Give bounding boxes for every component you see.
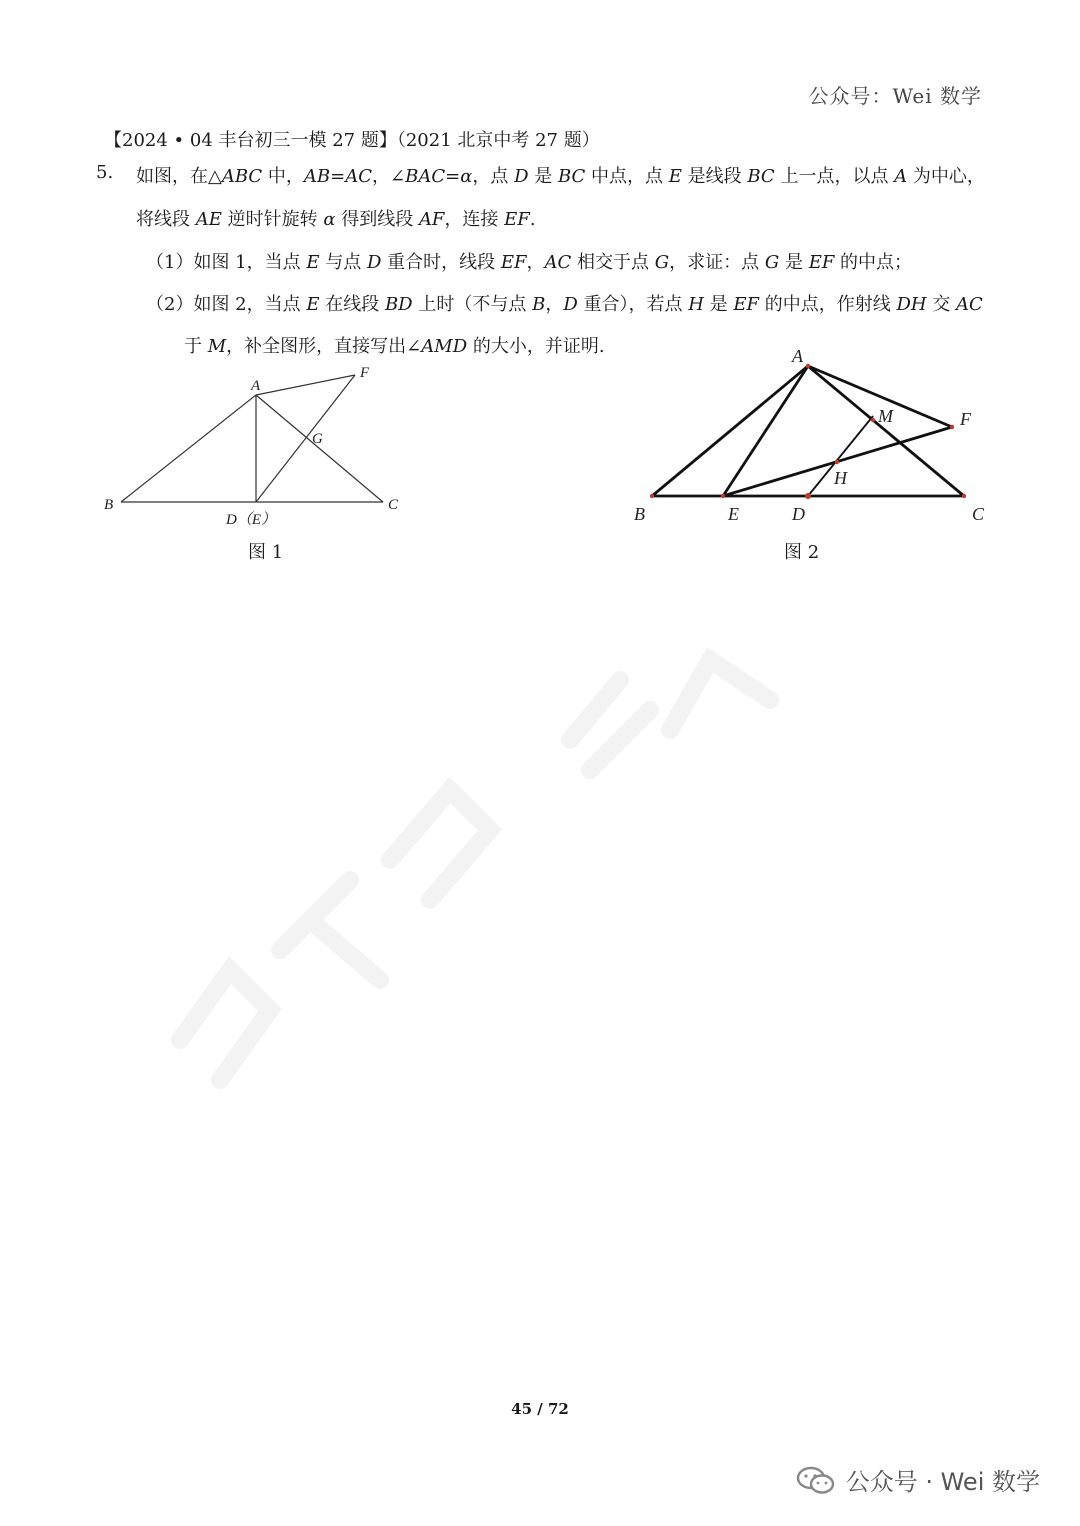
label-a: A (792, 346, 803, 366)
problem-line-2: 将线段 AE 逆时针旋转 α 得到线段 AF，连接 EF. (136, 209, 536, 230)
header-account: 公众号：Wei 数学 (808, 84, 982, 108)
problem-line-1: 如图，在△ABC 中，AB=AC，∠BAC=α，点 D 是 BC 中点，点 E 是线段 BC 上一点，以点 A 为中心， (136, 166, 985, 187)
label-g: G (312, 431, 323, 447)
footer-text: 公众号 · Wei 数学 (845, 1468, 1040, 1496)
label-f: F (360, 365, 370, 381)
figure-2-caption: 图 2 (784, 542, 820, 563)
segment-ab (121, 395, 256, 502)
figure-2 (620, 340, 1000, 530)
label-f: F (960, 409, 971, 429)
problem-part-1: （1）如图 1，当点 E 与点 D 重合时，线段 EF，AC 相交于点 G，求证：点 G 是 EF 的中点； (146, 252, 913, 273)
label-de: D（E） (226, 512, 276, 528)
watermark (150, 620, 910, 1100)
page-number: 45 / 72 (511, 1400, 569, 1418)
point-c (962, 494, 966, 498)
label-d: D (792, 504, 805, 524)
point-m (871, 418, 875, 422)
segment-ef (256, 375, 355, 502)
problem-source: 【2024 • 04 丰台初三一模 27 题】（2021 北京中考 27 题） (104, 130, 600, 151)
point-h (835, 460, 839, 464)
problem-part-2-cont: 于 M，补全图形，直接写出∠AMD 的大小，并证明. (184, 336, 605, 357)
point-e (721, 494, 725, 498)
wechat-icon (796, 1465, 836, 1495)
label-a: A (251, 378, 261, 394)
label-h: H (834, 468, 847, 488)
figure-1-caption: 图 1 (248, 542, 284, 563)
segment-ac (256, 395, 383, 502)
segment-af (256, 375, 355, 395)
point-a (806, 364, 810, 368)
point-d (805, 493, 811, 499)
label-c: C (972, 504, 985, 524)
label-b: B (634, 504, 645, 524)
label-c: C (388, 497, 399, 513)
footer (796, 1462, 1040, 1497)
figure-2-points (650, 364, 966, 499)
label-m: M (878, 406, 893, 426)
label-e: E (728, 504, 739, 524)
point-b (650, 494, 654, 498)
label-b: B (104, 497, 114, 513)
problem-number: 5. (96, 162, 114, 183)
figure-1 (96, 362, 416, 532)
problem-part-2: （2）如图 2，当点 E 在线段 BD 上时（不与点 B，D 重合），若点 H 是 EF 的中点，作射线 DH 交 AC (146, 294, 983, 315)
point-f (950, 425, 954, 429)
segment-ae (723, 366, 808, 496)
